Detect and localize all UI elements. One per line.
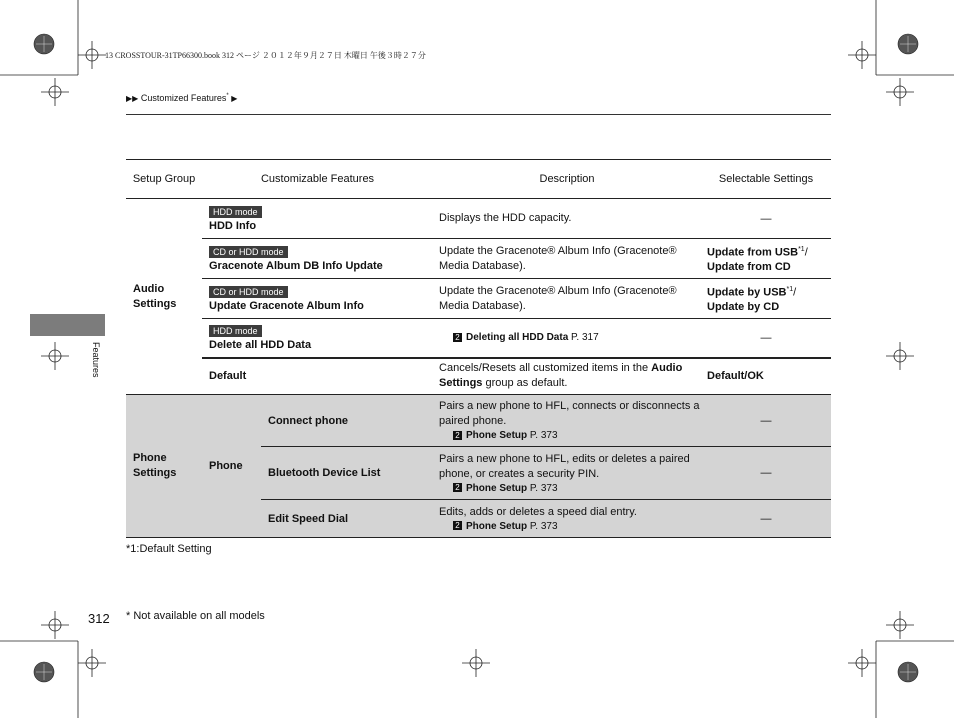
description-text: group as default.	[482, 377, 568, 390]
page-reference[interactable]	[439, 482, 701, 495]
description-cell	[433, 447, 701, 500]
table-row	[126, 239, 831, 279]
reference-page: P. 373	[529, 520, 558, 532]
header-customizable-features: Customizable Features	[202, 160, 433, 199]
setting-separator: /	[793, 286, 797, 299]
feature-cell	[202, 279, 433, 319]
customized-features-table	[126, 159, 831, 538]
settings-cell: Default/OK	[701, 358, 831, 395]
breadcrumb-asterisk: *	[226, 93, 229, 99]
feature-cell	[202, 199, 433, 239]
page-reference[interactable]	[439, 520, 701, 533]
table-row	[126, 319, 831, 358]
mode-badge: CD or HDD mode	[209, 246, 288, 258]
feature-name: Default	[202, 358, 433, 395]
table-row	[126, 395, 831, 447]
setting-separator: /	[804, 246, 808, 259]
mode-badge: HDD mode	[209, 325, 262, 337]
feature-cell	[202, 319, 433, 358]
table-row	[126, 279, 831, 319]
group-audio-settings: Audio Settings	[126, 199, 202, 395]
reference-arrow-icon: 2	[453, 521, 462, 530]
reference-page: P. 373	[529, 482, 558, 494]
models-footnote: * Not available on all models	[126, 610, 265, 622]
feature-name: Gracenote Album DB Info Update	[209, 259, 383, 272]
page-reference[interactable]	[439, 429, 701, 442]
description-bold: Audio Settings	[439, 362, 683, 390]
mode-badge: HDD mode	[209, 206, 262, 218]
page-reference[interactable]	[439, 331, 701, 344]
setting-option: Update from USB	[707, 246, 799, 259]
breadcrumb	[126, 93, 237, 103]
header-setup-group: Setup Group	[126, 160, 202, 199]
reference-title: Deleting all HDD Data	[466, 332, 569, 344]
setting-option: Update by USB	[707, 286, 787, 299]
default-setting-footnote: *1:Default Setting	[126, 543, 212, 555]
setting-option: Update from CD	[707, 261, 791, 274]
header-divider	[126, 114, 831, 115]
description-cell	[433, 500, 701, 538]
reference-page: P. 373	[529, 430, 558, 441]
footnote-marker: *1	[786, 285, 794, 293]
feature-name: HDD Info	[209, 219, 257, 232]
description-text: Edits, adds or deletes a speed dial entry.	[439, 505, 637, 518]
footnote-marker: *1	[798, 245, 805, 253]
description-text: Pairs a new phone to HFL, connects or disconnects a paired phone.	[439, 400, 700, 427]
group-phone-settings: Phone Settings	[126, 395, 202, 538]
reference-arrow-icon: 2	[453, 483, 462, 492]
feature-name: Delete all HDD Data	[209, 338, 312, 351]
breadcrumb-arrows-icon: ▶▶	[126, 94, 139, 103]
header-description: Description	[433, 160, 701, 199]
table-row	[126, 358, 831, 395]
settings-cell: —	[701, 395, 831, 447]
settings-cell: —	[701, 319, 831, 358]
page-number: 312	[88, 611, 110, 626]
description-cell	[433, 319, 701, 358]
reference-title: Phone Setup	[466, 520, 528, 532]
feature-name: Edit Speed Dial	[261, 500, 433, 538]
setting-option: Update by CD	[707, 301, 780, 314]
print-header-line: 13 CROSSTOUR-31TP66300.book 312 ページ ２０１２年９月２７日 木曜日 午後３時２７分	[105, 51, 426, 60]
section-side-tab	[30, 314, 105, 336]
feature-name: Bluetooth Device List	[261, 447, 433, 500]
settings-cell: —	[701, 447, 831, 500]
description-cell	[433, 395, 701, 447]
breadcrumb-link[interactable]: Customized Features	[140, 93, 227, 103]
description-text: Pairs a new phone to HFL, edits or deletes a paired phone, or creates a security PIN.	[439, 452, 690, 480]
description-text: Cancels/Resets all customized items in the	[439, 362, 652, 375]
breadcrumb-end-arrow-icon: ▶	[231, 94, 238, 103]
settings-cell: —	[701, 500, 831, 538]
settings-cell: —	[701, 199, 831, 239]
description-cell: Displays the HDD capacity.	[433, 199, 701, 239]
reference-arrow-icon: 2	[453, 431, 462, 440]
feature-name: Update Gracenote Album Info	[209, 299, 364, 312]
section-side-label: Features	[91, 342, 101, 378]
header-selectable-settings: Selectable Settings	[701, 160, 831, 199]
reference-arrow-icon: 2	[453, 333, 462, 342]
mode-badge: CD or HDD mode	[209, 286, 288, 298]
subgroup-phone: Phone	[202, 395, 261, 538]
reference-page: P. 317	[571, 332, 599, 344]
settings-cell	[701, 279, 831, 319]
feature-cell	[202, 239, 433, 279]
table-row	[126, 199, 831, 239]
settings-cell	[701, 239, 831, 279]
description-cell: Update the Gracenote® Album Info (Gracenote® Media Database).	[433, 239, 701, 279]
reference-title: Phone Setup	[466, 430, 528, 441]
description-cell	[433, 358, 701, 395]
reference-title: Phone Setup	[466, 482, 528, 494]
feature-name: Connect phone	[261, 395, 433, 447]
description-cell: Update the Gracenote® Album Info (Gracenote® Media Database).	[433, 279, 701, 319]
